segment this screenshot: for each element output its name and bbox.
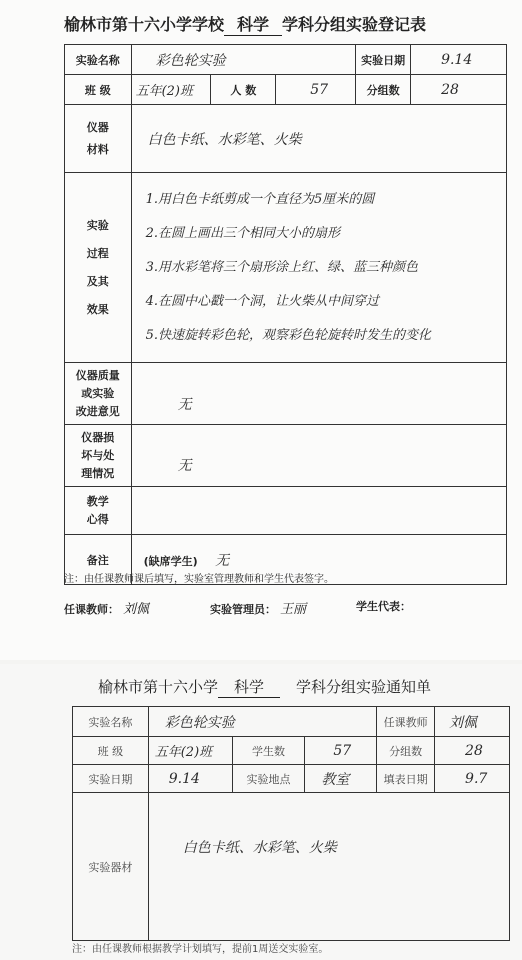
notice-note: 注：由任课教师根据教学计划填写，提前1周送交实验室。 <box>72 944 329 955</box>
value-quality: 无 <box>131 363 506 425</box>
label-headcount: 人 数 <box>211 75 276 105</box>
record-title-school: 榆林市第十六小学学校 <box>64 15 225 34</box>
label-quality: 仪器质量 或实验 改进意见 <box>65 363 132 425</box>
value-groups: 28 <box>411 75 507 105</box>
value-class: 五年(2)班 <box>131 75 211 105</box>
label-experiment-name: 实验名称 <box>65 45 132 75</box>
notice-title <box>98 676 431 698</box>
value-process <box>131 173 506 363</box>
label-groups: 分组数 <box>356 75 411 105</box>
label-class: 班 级 <box>65 75 132 105</box>
record-note: 注：由任课教师课后填写，实验室管理教师和学生代表签字。 <box>64 574 334 585</box>
process-step-3: 3.用水彩笔将三个扇形涂上红、绿、蓝三种颜色 <box>145 259 418 275</box>
remarks-absent-value: 无 <box>215 552 230 569</box>
notice-label-class: 班 级 <box>73 737 149 765</box>
notice-title-school: 榆林市第十六小学 <box>98 678 219 696</box>
notice-value-teacher: 刘佩 <box>435 707 510 737</box>
student-signature: 学生代表： <box>356 600 411 613</box>
notice-title-suffix: 学科分组实验通知单 <box>296 678 432 696</box>
label-damage: 仪器损 坏与处 理情况 <box>65 425 132 487</box>
notice-value-experiment-name: 彩色轮实验 <box>148 707 377 737</box>
record-title <box>64 12 426 36</box>
value-experiment-name: 彩色轮实验 <box>131 45 356 75</box>
label-instruments: 仪器 材料 <box>65 105 132 173</box>
notice-sheet <box>0 664 522 960</box>
notice-label-fill-date: 填表日期 <box>377 765 435 793</box>
label-reflection: 教学 心得 <box>65 487 132 535</box>
label-experiment-date: 实验日期 <box>356 45 411 75</box>
notice-value-groups: 28 <box>435 737 510 765</box>
value-damage: 无 <box>131 425 506 487</box>
notice-value-date: 9.14 <box>148 765 232 793</box>
teacher-signature: 任课教师： 刘佩 <box>64 602 150 617</box>
record-table <box>64 44 507 585</box>
remarks-absent-label: (缺席学生) <box>143 554 198 568</box>
notice-label-teacher: 任课教师 <box>377 707 435 737</box>
process-step-5: 5.快速旋转彩色轮，观察彩色轮旋转时发生的变化 <box>145 327 431 343</box>
notice-title-subject: 科学 <box>218 676 280 698</box>
value-experiment-date: 9.14 <box>411 45 507 75</box>
notice-label-equipment: 实验器材 <box>73 793 149 941</box>
notice-value-location: 教室 <box>305 765 377 793</box>
process-step-2: 2.在圆上画出三个相同大小的扇形 <box>145 225 340 241</box>
notice-value-fill-date: 9.7 <box>435 765 510 793</box>
notice-label-experiment-name: 实验名称 <box>73 707 149 737</box>
notice-value-equipment: 白色卡纸、水彩笔、火柴 <box>148 793 509 941</box>
value-reflection <box>131 487 506 535</box>
notice-value-students: 57 <box>305 737 377 765</box>
value-instruments: 白色卡纸、水彩笔、火柴 <box>131 105 506 173</box>
notice-label-location: 实验地点 <box>232 765 305 793</box>
notice-label-date: 实验日期 <box>73 765 149 793</box>
notice-label-groups: 分组数 <box>377 737 435 765</box>
notice-table <box>72 706 510 941</box>
admin-signature: 实验管理员： 王丽 <box>210 602 307 617</box>
record-title-suffix: 学科分组实验登记表 <box>282 15 427 34</box>
notice-label-students: 学生数 <box>232 737 305 765</box>
record-title-subject: 科学 <box>224 12 282 36</box>
value-headcount: 57 <box>276 75 356 105</box>
label-process: 实验 过程 及其 效果 <box>65 173 132 363</box>
notice-value-class: 五年(2)班 <box>148 737 232 765</box>
process-step-1: 1.用白色卡纸剪成一个直径为5厘米的圆 <box>145 191 375 207</box>
label-remarks: 备注 <box>65 535 132 585</box>
process-step-4: 4.在圆中心戳一个洞，让火柴从中间穿过 <box>145 293 379 309</box>
